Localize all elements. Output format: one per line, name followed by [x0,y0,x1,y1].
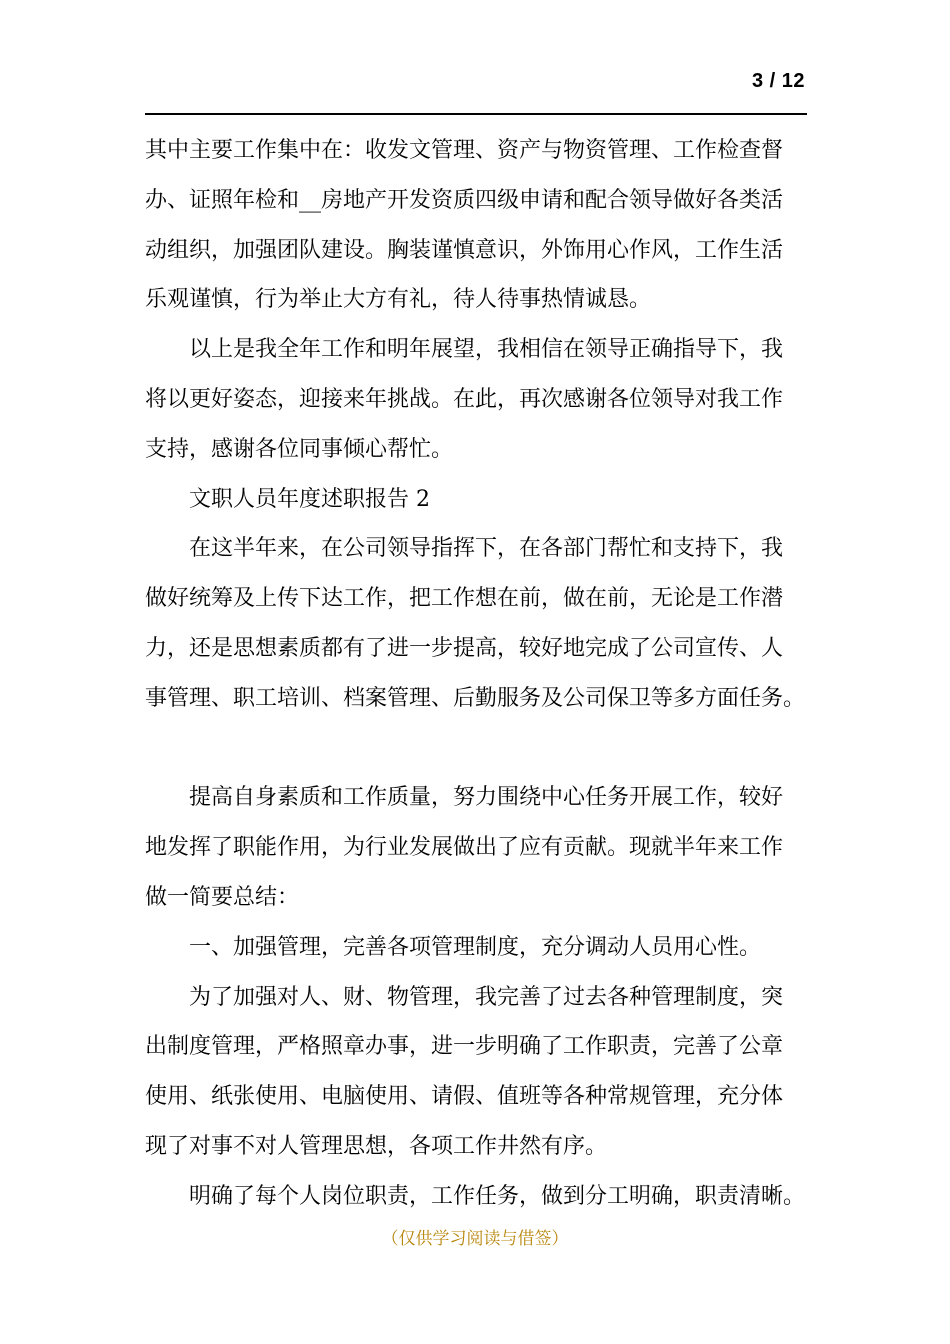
text-line: 做好统筹及上传下达工作，把工作想在前，做在前，无论是工作潜 [145,586,784,612]
text-line: 明确了每个人岗位职责，工作任务，做到分工明确，职责清晰。 [189,1183,806,1209]
text-line: 做一简要总结： [145,884,300,910]
text-line: 动组织，加强团队建设。胸装谨慎意识，外饰用心作风，工作生活 [145,237,784,263]
text-line: 乐观谨慎，行为举止大方有礼，待人待事热情诚恳。 [145,287,652,313]
text-line: 现了对事不对人管理思想，各项工作井然有序。 [145,1133,608,1159]
text-line: 将以更好姿态，迎接来年挑战。在此，再次感谢各位领导对我工作 [145,386,784,412]
text-line: 提高自身素质和工作质量，努力围绕中心任务开展工作，较好 [189,785,784,811]
text-line: 事管理、职工培训、档案管理、后勤服务及公司保卫等多方面任务。 [145,685,806,711]
section-heading: 文职人员年度述职报告 2 [189,486,430,512]
text-line: 以上是我全年工作和明年展望，我相信在领导正确指导下，我 [189,337,784,363]
text-line: 地发挥了职能作用，为行业发展做出了应有贡献。现就半年来工作 [145,835,784,861]
text-line: 支持，感谢各位同事倾心帮忙。 [145,436,454,462]
text-line: 出制度管理，严格照章办事，进一步明确了工作职责，完善了公章 [145,1034,784,1060]
text-line: 办、证照年检和__房地产开发资质四级申请和配合领导做好各类活 [145,187,784,213]
section-heading: 一、加强管理，完善各项管理制度，充分调动人员用心性。 [189,934,762,960]
footer-note: （仅供学习阅读与借签） [381,1229,569,1249]
document-body [145,126,825,1222]
text-line: 在这半年来，在公司领导指挥下，在各部门帮忙和支持下，我 [189,536,784,562]
text-line: 其中主要工作集中在：收发文管理、资产与物资管理、工作检查督 [145,138,784,163]
text-line: 使用、纸张使用、电脑使用、请假、值班等各种常规管理，充分体 [145,1084,784,1110]
header-rule [145,113,807,115]
text-line: 为了加强对人、财、物管理，我完善了过去各种管理制度，突 [189,984,784,1010]
paragraph-gap [145,724,825,774]
text-line: 力，还是思想素质都有了进一步提高，较好地完成了公司宣传、人 [145,635,784,661]
page-number: 3 / 12 [751,70,805,92]
